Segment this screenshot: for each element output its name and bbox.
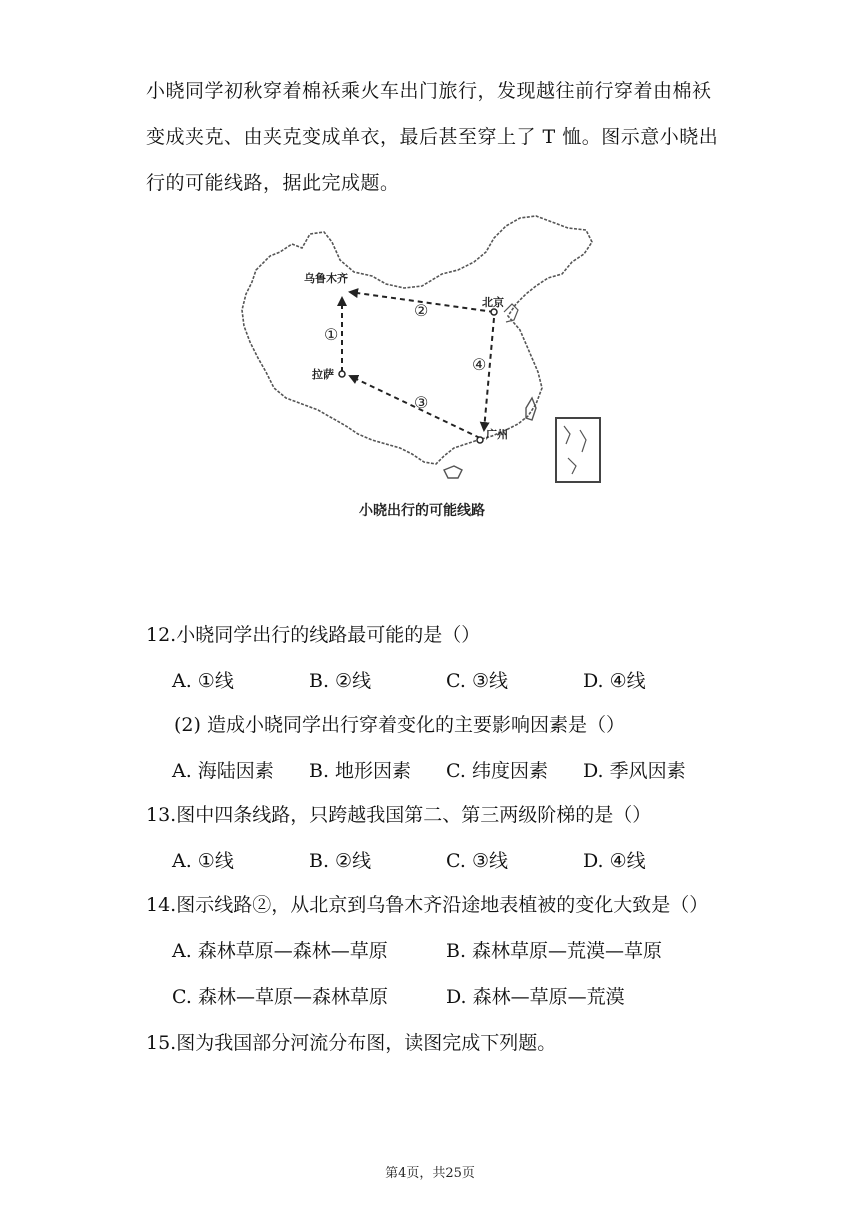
route-label-2: ② <box>414 301 429 320</box>
map-caption: 小晓出行的可能线路 <box>359 503 485 519</box>
option-a: A. 森林草原—森林—草原 <box>172 940 388 962</box>
route-4-line <box>484 318 494 430</box>
option-c: C. ③线 <box>446 850 508 872</box>
route-label-3: ③ <box>414 393 429 412</box>
china-outline <box>242 216 592 464</box>
south-china-sea-inset <box>556 418 600 482</box>
option-a: A. ①线 <box>172 850 234 872</box>
city-label-guangzhou: 广州 <box>486 428 508 441</box>
route-map-figure <box>236 212 608 490</box>
city-point-lhasa <box>339 371 345 377</box>
city-point-beijing <box>491 309 497 315</box>
option-b: B. 地形因素 <box>309 760 412 782</box>
question-13-stem: 13.图中四条线路，只跨越我国第二、第三两级阶梯的是（） <box>146 804 652 826</box>
question-12-2-stem: (2) 造成小晓同学出行穿着变化的主要影响因素是（） <box>174 714 625 736</box>
option-b: B. 森林草原—荒漠—草原 <box>446 940 663 962</box>
city-label-urumqi: 乌鲁木齐 <box>304 272 348 285</box>
china-route-map <box>236 212 608 490</box>
option-c: C. 森林—草原—森林草原 <box>172 986 388 1008</box>
route-label-4: ④ <box>472 355 487 374</box>
city-label-lhasa: 拉萨 <box>312 368 334 381</box>
option-d: D. ④线 <box>583 850 646 872</box>
question-12-stem: 12.小晓同学出行的线路最可能的是（） <box>146 624 481 646</box>
option-d: D. ④线 <box>583 670 646 692</box>
option-b: B. ②线 <box>309 850 372 872</box>
option-d: D. 季风因素 <box>583 760 686 782</box>
city-label-beijing: 北京 <box>482 296 504 309</box>
question-14-stem: 14.图示线路②，从北京到乌鲁木齐沿途地表植被的变化大致是（） <box>146 894 709 916</box>
option-d: D. 森林—草原—荒漠 <box>446 986 625 1008</box>
option-c: C. ③线 <box>446 670 508 692</box>
option-a: A. ①线 <box>172 670 234 692</box>
hainan-island <box>444 466 462 478</box>
inset-islands <box>564 426 586 474</box>
city-point-guangzhou <box>477 437 483 443</box>
page-footer: 第4页，共25页 <box>385 1166 475 1181</box>
option-a: A. 海陆因素 <box>172 760 274 782</box>
option-b: B. ②线 <box>309 670 372 692</box>
question-15-stem: 15.图为我国部分河流分布图，读图完成下列题。 <box>146 1032 557 1054</box>
intro-paragraph: 小晓同学初秋穿着棉袄乘火车出门旅行，发现越往前行穿着由棉袄变成夹克、由夹克变成单衣，最后甚至穿上了 T 恤。图示意小晓出行的可能线路，据此完成题。 <box>146 80 719 194</box>
option-c: C. 纬度因素 <box>446 760 548 782</box>
route-label-1: ① <box>324 325 339 344</box>
